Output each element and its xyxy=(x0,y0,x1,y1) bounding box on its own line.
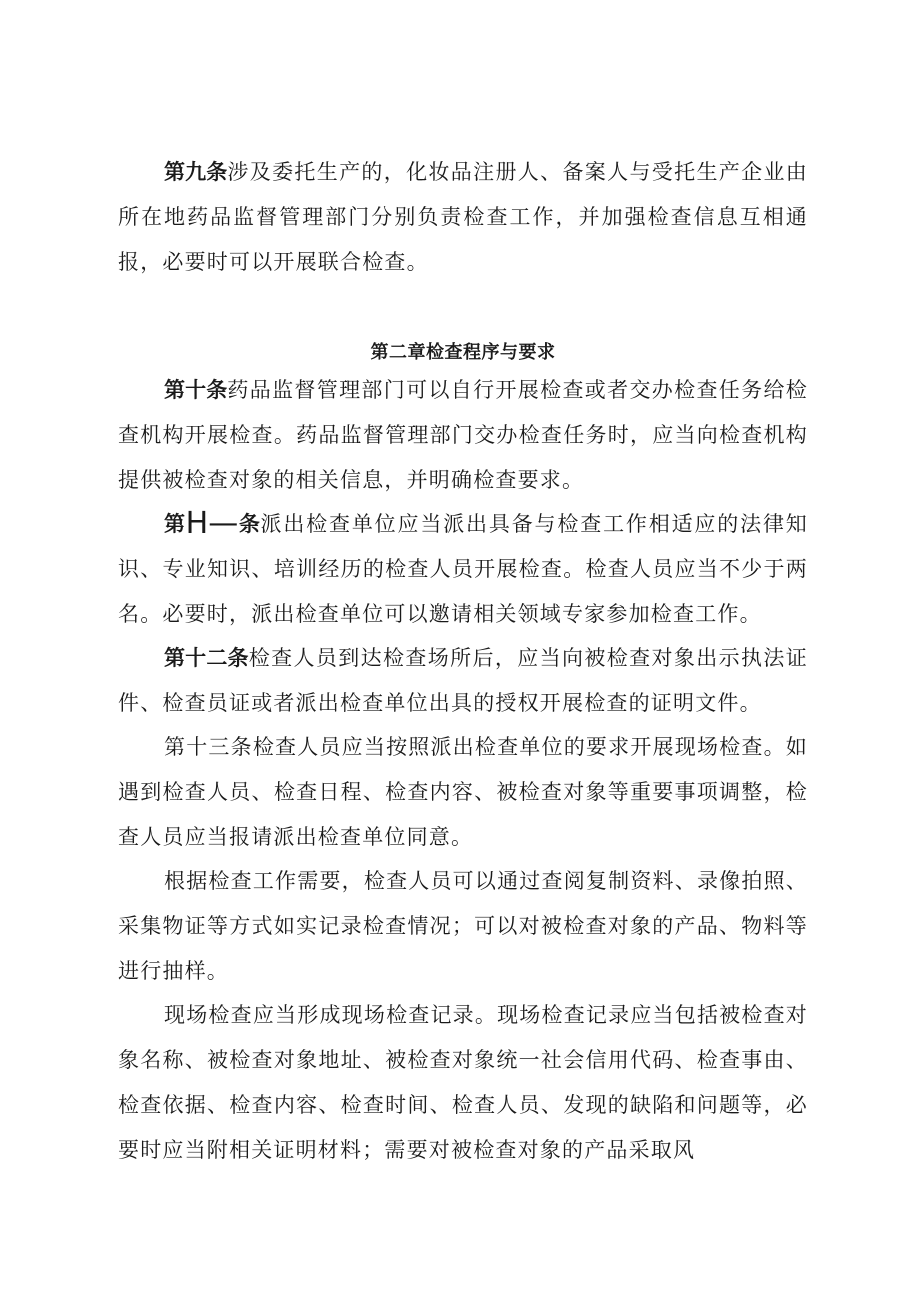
article-12-text: 检查人员到达检查场所后，应当向被检查对象出示执法证件、检查员证或者派出检查单位出具的授权开展检查的证明文件。 xyxy=(118,646,809,715)
article-12-label: 第十二条 xyxy=(164,646,249,670)
article-10-label: 第十条 xyxy=(164,378,228,402)
article-11-label-suffix: 条 xyxy=(238,512,261,536)
article-13-paragraph: 第十三条检查人员应当按照派出检查单位的要求开展现场检查。如遇到检查人员、检查日程、检查内容、被检查对象等重要事项调整，检查人员应当报请派出检查单位同意。 xyxy=(118,735,808,849)
article-13-paragraph-3: 现场检查应当形成现场检查记录。现场检查记录应当包括被检查对象名称、被检查对象地址、被检查对象统一社会信用代码、检查事由、检查依据、检查内容、检查时间、检查人员、发现的缺陷和问题等，必要时应当附相关证明材料；需要对被检查对象的产品采取风 xyxy=(118,1003,808,1162)
article-11-label-mid: H— xyxy=(185,506,239,541)
article-13-paragraph-2: 根据检查工作需要，检查人员可以通过查阅复制资料、录像拍照、采集物证等方式如实记录检查情况；可以对被检查对象的产品、物料等进行抽样。 xyxy=(118,869,808,983)
article-9-label: 第九条 xyxy=(164,160,228,184)
article-11-label-prefix: 第 xyxy=(164,512,186,536)
chapter-2-heading: 第二章检查程序与要求 xyxy=(370,342,556,363)
article-12-paragraph xyxy=(118,636,808,726)
article-9-text: 涉及委托生产的，化妆品注册人、备案人与受托生产企业由所在地药品监督管理部门分别负责检查工作，并加强检查信息互相通报，必要时可以开展联合检查。 xyxy=(118,160,809,274)
article-10-paragraph xyxy=(118,368,808,503)
article-11-text: 派出检查单位应当派出具备与检查工作相适应的法律知识、专业知识、培训经历的检查人员开展检查。检查人员应当不少于两名。必要时，派出检查单位可以邀请相关领域专家参加检查工作。 xyxy=(118,512,808,626)
article-11-paragraph xyxy=(118,502,808,637)
article-10-text: 药品监督管理部门可以自行开展检查或者交办检查任务给检查机构开展检查。药品监督管理部门交办检查任务时，应当向检查机构提供被检查对象的相关信息，并明确检查要求。 xyxy=(118,378,809,492)
article-9-paragraph xyxy=(118,150,808,285)
